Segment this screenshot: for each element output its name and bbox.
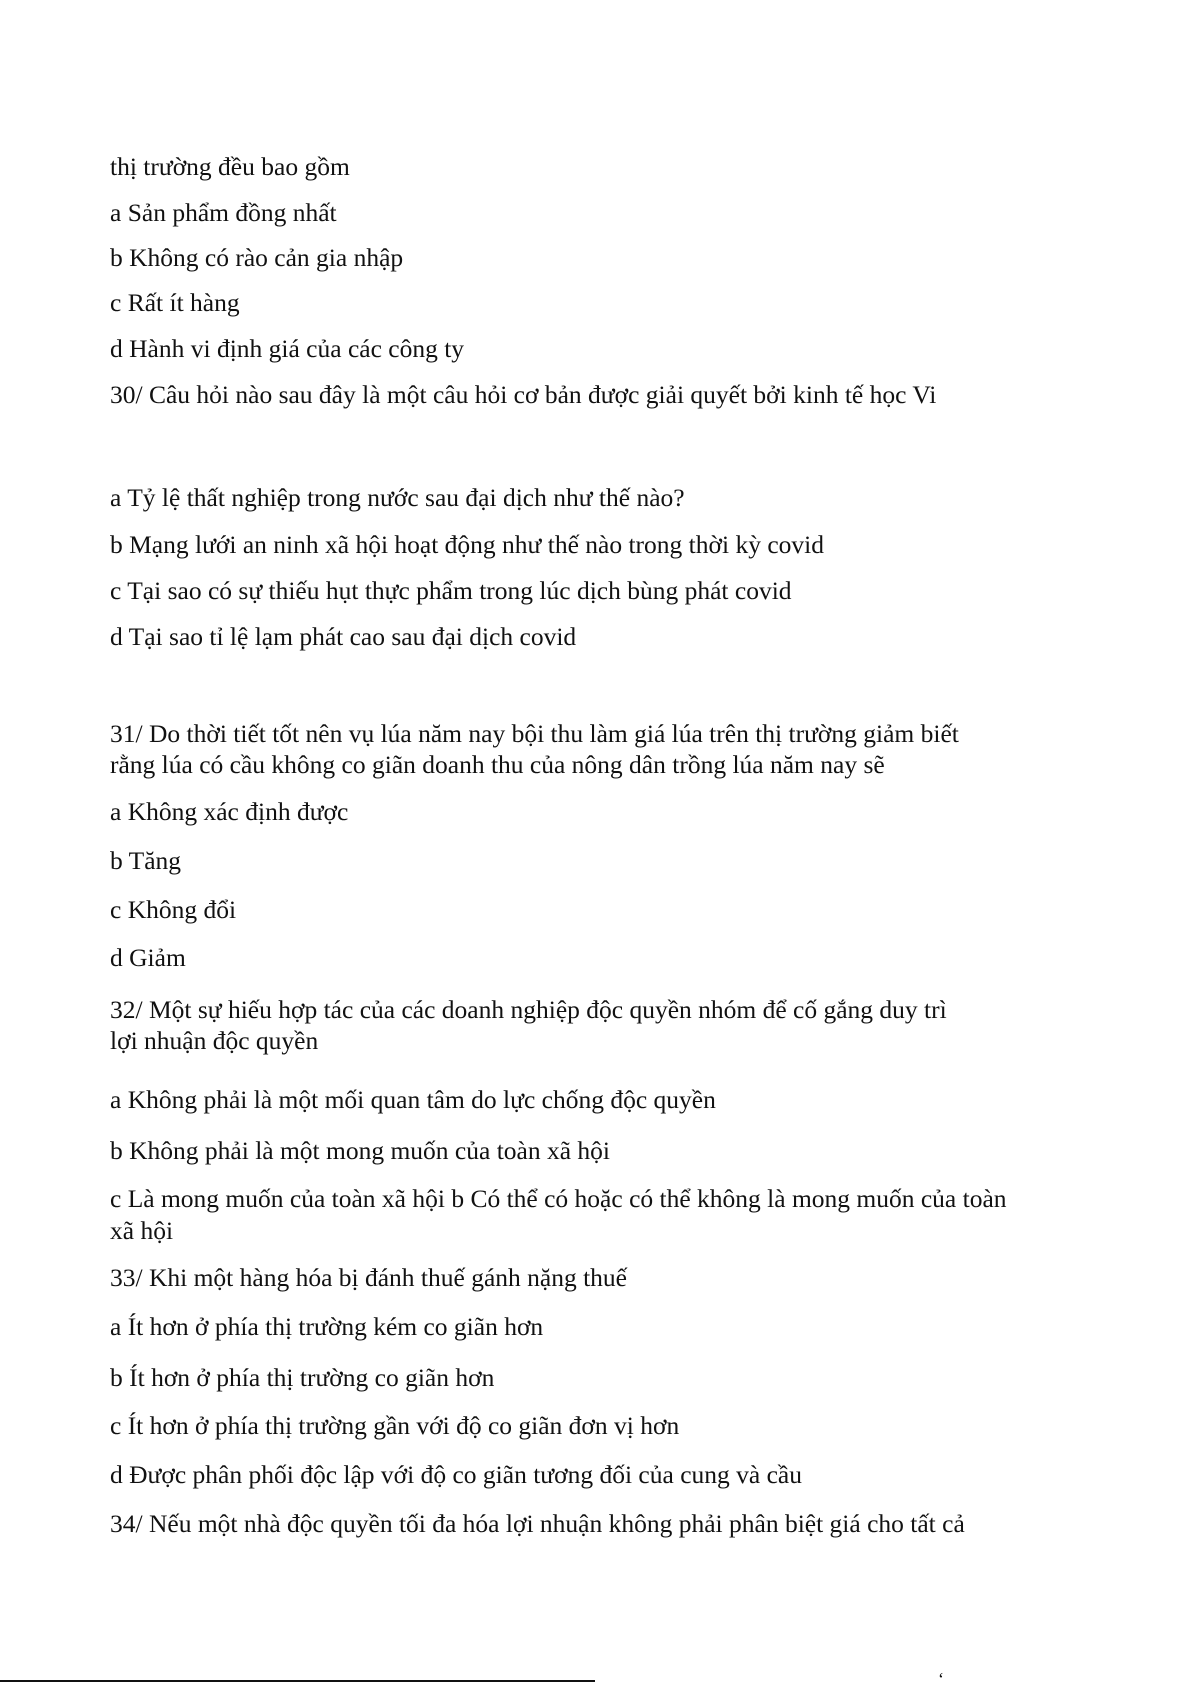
footer-mark: ‘ bbox=[938, 1669, 944, 1689]
question-32-line-1: 32/ Một sự hiếu hợp tác của các doanh nghiệp độc quyền nhóm để cố gắng duy trì bbox=[110, 995, 947, 1024]
option-d: d Được phân phối độc lập với độ co giãn tương đối của cung và cầu bbox=[110, 1460, 802, 1489]
option-c: c Tại sao có sự thiếu hụt thực phẩm trong lúc dịch bùng phát covid bbox=[110, 576, 792, 605]
continuation-line: thị trường đều bao gồm bbox=[110, 152, 350, 181]
question-34: 34/ Nếu một nhà độc quyền tối đa hóa lợi nhuận không phải phân biệt giá cho tất cả bbox=[110, 1509, 965, 1538]
option-c: c Không đổi bbox=[110, 895, 237, 924]
option-a: a Tỷ lệ thất nghiệp trong nước sau đại dịch như thế nào? bbox=[110, 483, 685, 512]
option-b: b Không có rào cản gia nhập bbox=[110, 243, 404, 272]
option-b: b Không phải là một mong muốn của toàn xã hội bbox=[110, 1136, 611, 1165]
option-d: d Hành vi định giá của các công ty bbox=[110, 334, 465, 363]
question-31-line-1: 31/ Do thời tiết tốt nên vụ lúa năm nay bội thu làm giá lúa trên thị trường giảm biết bbox=[110, 719, 959, 748]
option-c-line-1: c Là mong muốn của toàn xã hội b Có thể có hoặc có thể không là mong muốn của toàn bbox=[110, 1184, 1007, 1213]
option-a: a Không xác định được bbox=[110, 797, 349, 826]
option-d: d Giảm bbox=[110, 943, 186, 972]
option-a: a Không phải là một mối quan tâm do lực chống độc quyền bbox=[110, 1085, 716, 1114]
option-c-line-2: xã hội bbox=[110, 1216, 174, 1245]
question-32-line-2: lợi nhuận độc quyền bbox=[110, 1026, 319, 1055]
option-b: b Mạng lưới an ninh xã hội hoạt động như thế nào trong thời kỳ covid bbox=[110, 530, 824, 559]
question-31-line-2: rằng lúa có cầu không co giãn doanh thu của nông dân trồng lúa năm nay sẽ bbox=[110, 750, 885, 779]
question-33: 33/ Khi một hàng hóa bị đánh thuế gánh nặng thuế bbox=[110, 1263, 627, 1292]
option-c: c Rất ít hàng bbox=[110, 288, 240, 317]
footer-rule bbox=[0, 1680, 595, 1682]
option-b: b Tăng bbox=[110, 846, 182, 875]
question-30: 30/ Câu hỏi nào sau đây là một câu hỏi cơ bản được giải quyết bởi kinh tế học Vi bbox=[110, 380, 937, 409]
option-c: c Ít hơn ở phía thị trường gần với độ co giãn đơn vị hơn bbox=[110, 1411, 680, 1440]
option-a: a Sản phẩm đồng nhất bbox=[110, 198, 337, 227]
option-d: d Tại sao tỉ lệ lạm phát cao sau đại dịch covid bbox=[110, 622, 577, 651]
option-b: b Ít hơn ở phía thị trường co giãn hơn bbox=[110, 1363, 495, 1392]
option-a: a Ít hơn ở phía thị trường kém co giãn hơn bbox=[110, 1312, 544, 1341]
